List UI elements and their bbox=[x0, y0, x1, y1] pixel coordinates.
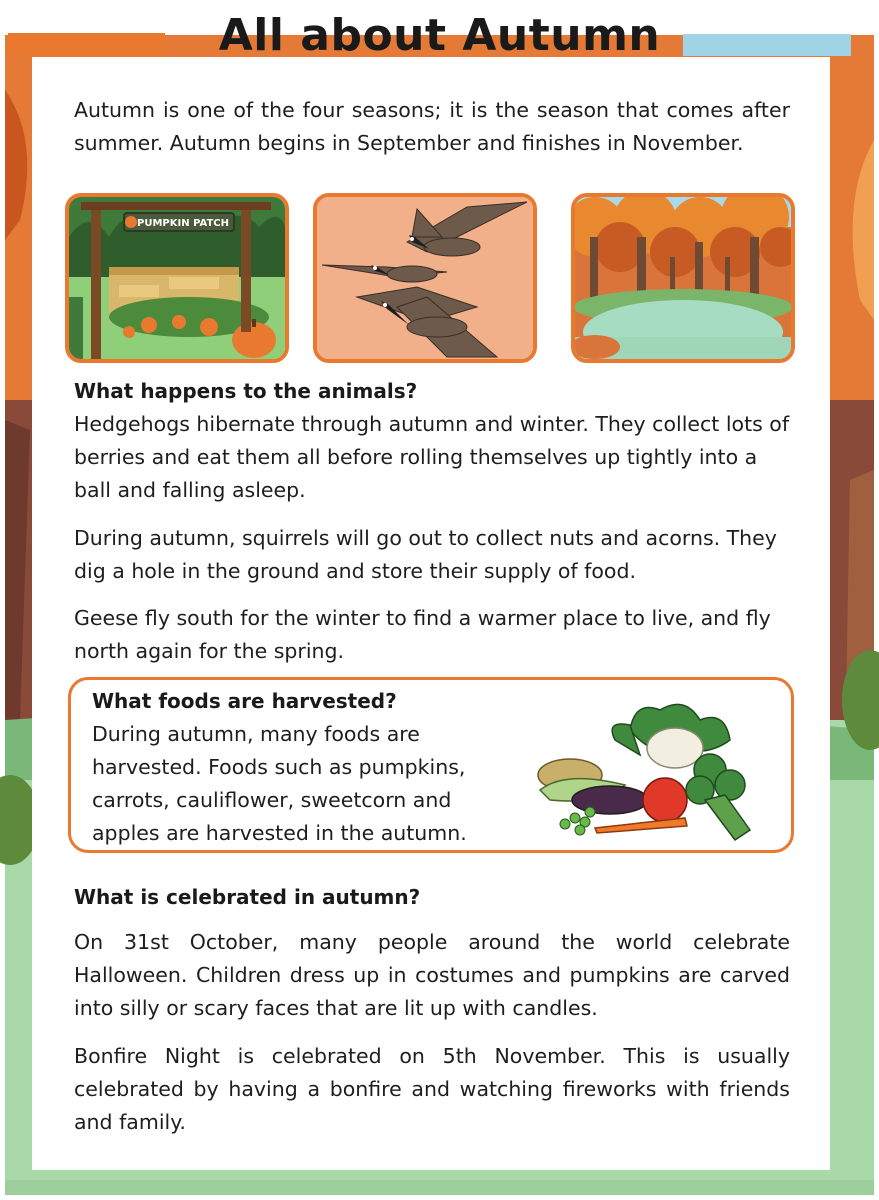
pumpkin-patch-sign: PUMPKIN PATCH bbox=[137, 218, 229, 229]
intro-paragraph: Autumn is one of the four seasons; it is the season that comes after summer. Autumn begins in September and finishes in November. bbox=[74, 98, 790, 155]
squirrels-paragraph: During autumn, squirrels will go out to collect nuts and acorns. They dig a hole in the ground and store their supply of food. bbox=[74, 526, 777, 583]
page-title: All about Autumn bbox=[218, 10, 661, 61]
autumn-forest-illustration bbox=[575, 197, 791, 359]
harvest-heading: What foods are harvested? bbox=[92, 689, 397, 713]
bonfire-paragraph: Bonfire Night is celebrated on 5th November. This is usually celebrated by having a bonfire and watching fireworks with friends and family. bbox=[74, 1044, 790, 1134]
geese-picture bbox=[313, 193, 537, 363]
celebrations-heading: What is celebrated in autumn? bbox=[74, 885, 421, 909]
hedgehogs-paragraph: Hedgehogs hibernate through autumn and winter. They collect lots of berries and eat them all before rolling themselves up tightly into a ball and falling asleep. bbox=[74, 412, 790, 502]
vegetables-illustration bbox=[535, 700, 765, 845]
autumn-forest-picture bbox=[571, 193, 795, 363]
pumpkin-patch-picture bbox=[65, 193, 289, 363]
geese-paragraph: Geese fly south for the winter to find a warmer place to live, and fly north again for the spring. bbox=[74, 606, 771, 663]
halloween-paragraph: On 31st October, many people around the world celebrate Halloween. Children dress up in costumes and pumpkins are carved into silly or scary faces that are lit up with candles. bbox=[74, 930, 790, 1020]
pumpkin-patch-illustration bbox=[69, 197, 285, 359]
harvest-paragraph: During autumn, many foods are harvested. Foods such as pumpkins, carrots, cauliflower, sweetcorn and apples are harvested in the autumn. bbox=[92, 722, 467, 845]
animals-heading: What happens to the animals? bbox=[74, 379, 418, 403]
geese-illustration bbox=[317, 197, 533, 359]
